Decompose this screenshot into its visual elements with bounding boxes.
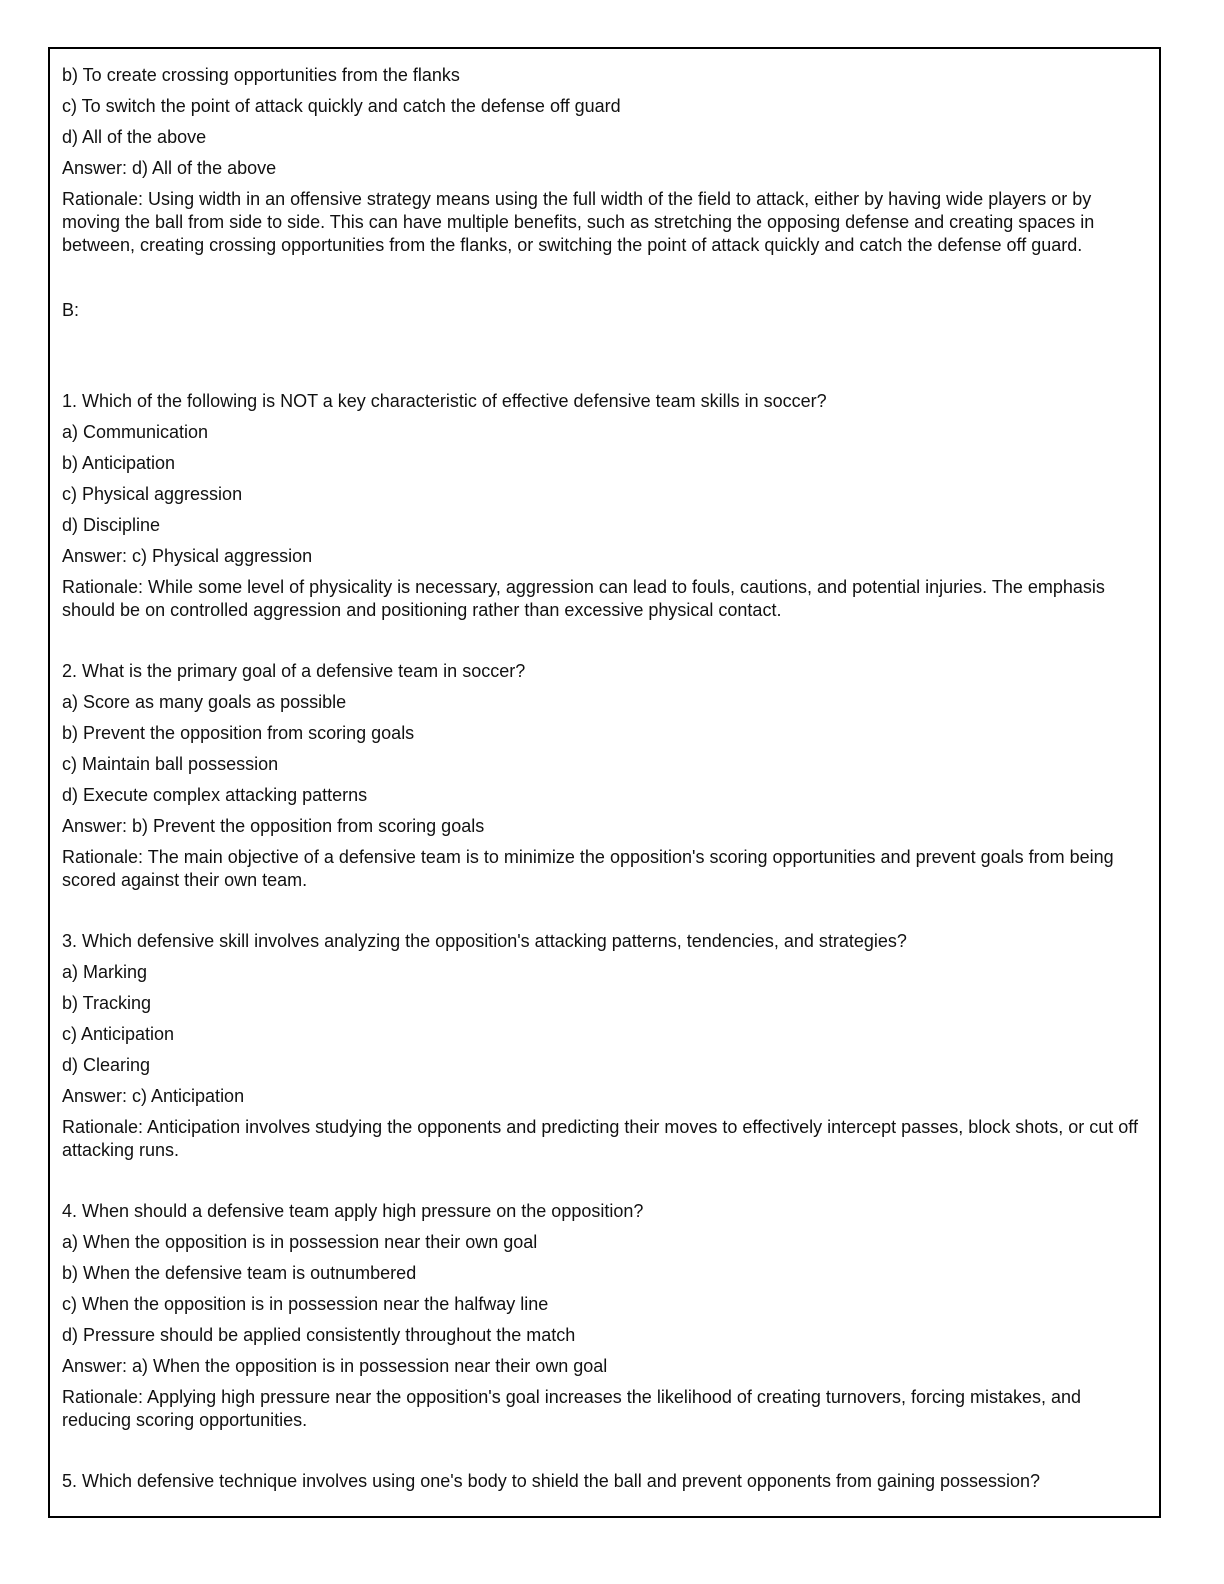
option-d: d) Clearing [62,1055,151,1075]
answer: Answer: b) Prevent the opposition from scoring goals [62,816,485,836]
option-b: b) When the defensive team is outnumbered [62,1263,417,1283]
rationale: Rationale: Anticipation involves studying the opponents and predicting their moves to effectively intercept passes, block shots, or cut off attacking runs. [62,1117,1138,1160]
option-d: d) Discipline [62,515,161,535]
question-block-3 [62,930,1152,1162]
section-label: B: [62,300,80,320]
option-a: a) Communication [62,422,209,442]
option-a: a) Marking [62,962,148,982]
option-d: d) Execute complex attacking patterns [62,785,368,805]
option-d: d) Pressure should be applied consistently throughout the match [62,1325,576,1345]
option-a: a) When the opposition is in possession near their own goal [62,1232,538,1252]
question-block-1 [62,390,1152,622]
document-body [62,64,1152,1492]
intro-option-b: b) To create crossing opportunities from the flanks [62,65,460,85]
answer: Answer: c) Anticipation [62,1086,245,1106]
intro-rationale: Rationale: Using width in an offensive strategy means using the full width of the field to attack, either by having wide players or by moving the ball from side to side. This can have multiple benefits, such as stretching the opposing defense and creating spaces in between, creating crossing opportunities from the flanks, or switching the point of attack quickly and catch the defense off guard. [62,189,1095,255]
question-block-2 [62,660,1152,892]
option-c: c) Physical aggression [62,484,243,504]
rationale: Rationale: Applying high pressure near the opposition's goal increases the likelihood of creating turnovers, forcing mistakes, and reducing scoring opportunities. [62,1387,1082,1430]
answer: Answer: a) When the opposition is in possession near their own goal [62,1356,608,1376]
question-text: 5. Which defensive technique involves using one's body to shield the ball and prevent opponents from gaining possession? [62,1471,1041,1491]
answer: Answer: c) Physical aggression [62,546,313,566]
option-c: c) When the opposition is in possession near the halfway line [62,1294,549,1314]
intro-answer: Answer: d) All of the above [62,158,277,178]
option-c: c) Maintain ball possession [62,754,279,774]
option-c: c) Anticipation [62,1024,175,1044]
option-b: b) Anticipation [62,453,176,473]
question-text: 1. Which of the following is NOT a key characteristic of effective defensive team skills in soccer? [62,391,827,411]
question-text: 2. What is the primary goal of a defensive team in soccer? [62,661,526,681]
question-block-5 [62,1470,1152,1492]
option-b: b) Prevent the opposition from scoring goals [62,723,415,743]
question-text: 3. Which defensive skill involves analyzing the opposition's attacking patterns, tendencies, and strategies? [62,931,907,951]
question-block-4 [62,1200,1152,1432]
option-b: b) Tracking [62,993,152,1013]
rationale: Rationale: The main objective of a defensive team is to minimize the opposition's scoring opportunities and prevent goals from being scored against their own team. [62,847,1114,890]
rationale: Rationale: While some level of physicality is necessary, aggression can lead to fouls, cautions, and potential injuries. The emphasis should be on controlled aggression and positioning rather than excessive physical contact. [62,577,1105,620]
option-a: a) Score as many goals as possible [62,692,347,712]
question-text: 4. When should a defensive team apply high pressure on the opposition? [62,1201,644,1221]
intro-option-c: c) To switch the point of attack quickly and catch the defense off guard [62,96,621,116]
intro-option-d: d) All of the above [62,127,207,147]
